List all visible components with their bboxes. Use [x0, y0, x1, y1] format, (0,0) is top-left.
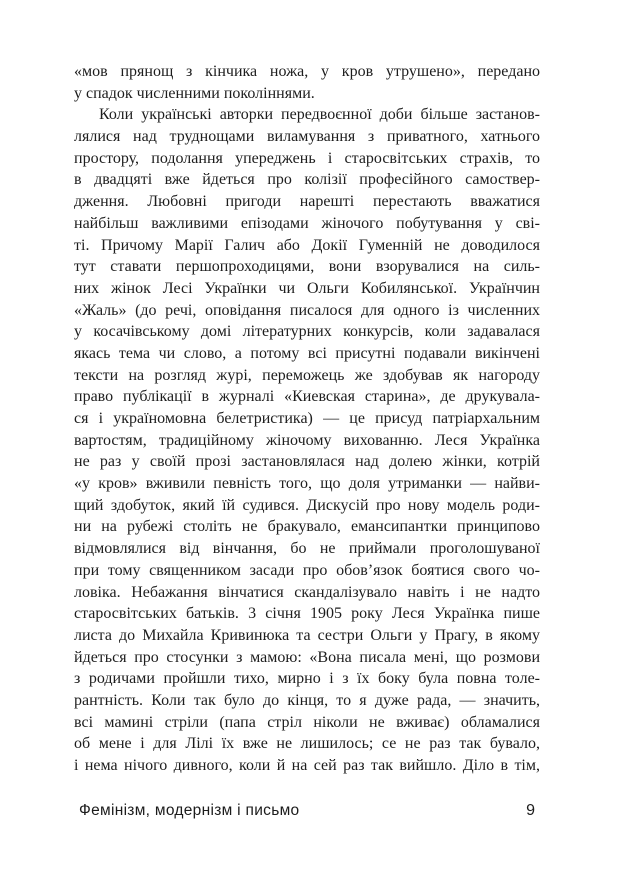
- text-line: у спадок численними поколіннями.: [74, 84, 315, 102]
- text-line: йдеться про стосунки з мамою: «Вона писала мені, що розмови: [74, 648, 540, 666]
- text-line: простору, подолання упереджень і старосвітських страхів, то: [74, 149, 540, 167]
- text-line: всі мамині стріли (папа стріл ніколи не вживає) обламалися: [74, 713, 540, 731]
- body-text: [74, 61, 540, 777]
- paragraph: [74, 61, 540, 104]
- text-line: рантність. Коли так було до кінця, то я дуже рада, — значить,: [74, 691, 540, 709]
- text-line: Коли українські авторки передвоєнної доби більше застанов-: [99, 106, 540, 124]
- text-line: листа до Михайла Кривинюка та сестри Ольги у Прагу, в якому: [74, 626, 540, 644]
- text-line: якась тема чи слово, а потому всі присутні подавали викінчені: [74, 344, 540, 362]
- text-line: об мене і для Лілі їх вже не лишилось; се не раз так бувало,: [74, 735, 540, 753]
- text-line: вартостям, традиційному жіночому вихованню. Леся Українка: [74, 431, 540, 449]
- text-line: з родичами пройшли тихо, мирно і з їх боку була повна толе-: [74, 670, 540, 688]
- text-line: тут ставати першопроходицями, вони взорувалися на силь-: [74, 258, 540, 276]
- text-line: ни на рубежі століть не бракувало, емансипантки принципово: [74, 518, 540, 536]
- page-footer: [79, 802, 535, 820]
- text-line: в двадцяті вже йдеться про колізії професійного самоствер-: [74, 171, 540, 189]
- text-line: дження. Любовні пригоди нарешті перестають вважатися: [74, 193, 540, 211]
- paragraph: [74, 104, 540, 776]
- text-line: право публікації в журналі «Киевская старина», де друкувала-: [74, 388, 540, 406]
- text-line: ся і україномовна белетристика) — це присуд патріархальним: [74, 410, 540, 427]
- text-line: щий здобуток, який їй судився. Дискусій про нову модель роди-: [74, 496, 540, 514]
- page-number: 9: [526, 802, 535, 819]
- text-line: у косачівському домі літературних конкурсів, коли задавалася: [74, 323, 540, 341]
- text-line: найбільш важливими епізодами жіночого побутування у сві-: [74, 214, 540, 232]
- text-line: лялися над труднощами виламування з приватного, хатнього: [74, 128, 540, 146]
- text-line: них жінок Лесі Українки чи Ольги Кобилянської. Українчин: [74, 279, 540, 297]
- text-line: при тому священником засади про обов’язок боятися свого чо-: [74, 561, 540, 579]
- text-line: відмовлялися від вінчання, бо не приймали проголошуваної: [74, 540, 540, 558]
- text-line: не раз у своїй прозі застановлялася над долею жінки, котрій: [74, 453, 540, 471]
- text-line: ловіка. Небажання вінчатися скандалізувало навіть і не надто: [74, 583, 540, 601]
- text-line: старосвітських батьків. 3 січня 1905 року Леся Українка пише: [74, 605, 540, 623]
- text-line: тексти на розгляд журі, переможець же здобував як нагороду: [74, 366, 540, 384]
- text-line: і нема нічого дивного, коли й на сей раз так вийшло. Діло в тім,: [74, 757, 540, 774]
- text-line: «у кров» вживили певність того, що доля утриманки — найви-: [74, 475, 540, 493]
- text-line: «мов прянощ з кінчика ножа, у кров утрушено», передано: [74, 63, 540, 80]
- text-line: «Жаль» (до речі, оповідання писалося для одного із численних: [74, 301, 540, 319]
- running-title: Фемінізм, модернізм і письмо: [79, 802, 300, 819]
- text-line: ті. Причому Марії Галич або Докії Гуменній не доводилося: [74, 236, 540, 254]
